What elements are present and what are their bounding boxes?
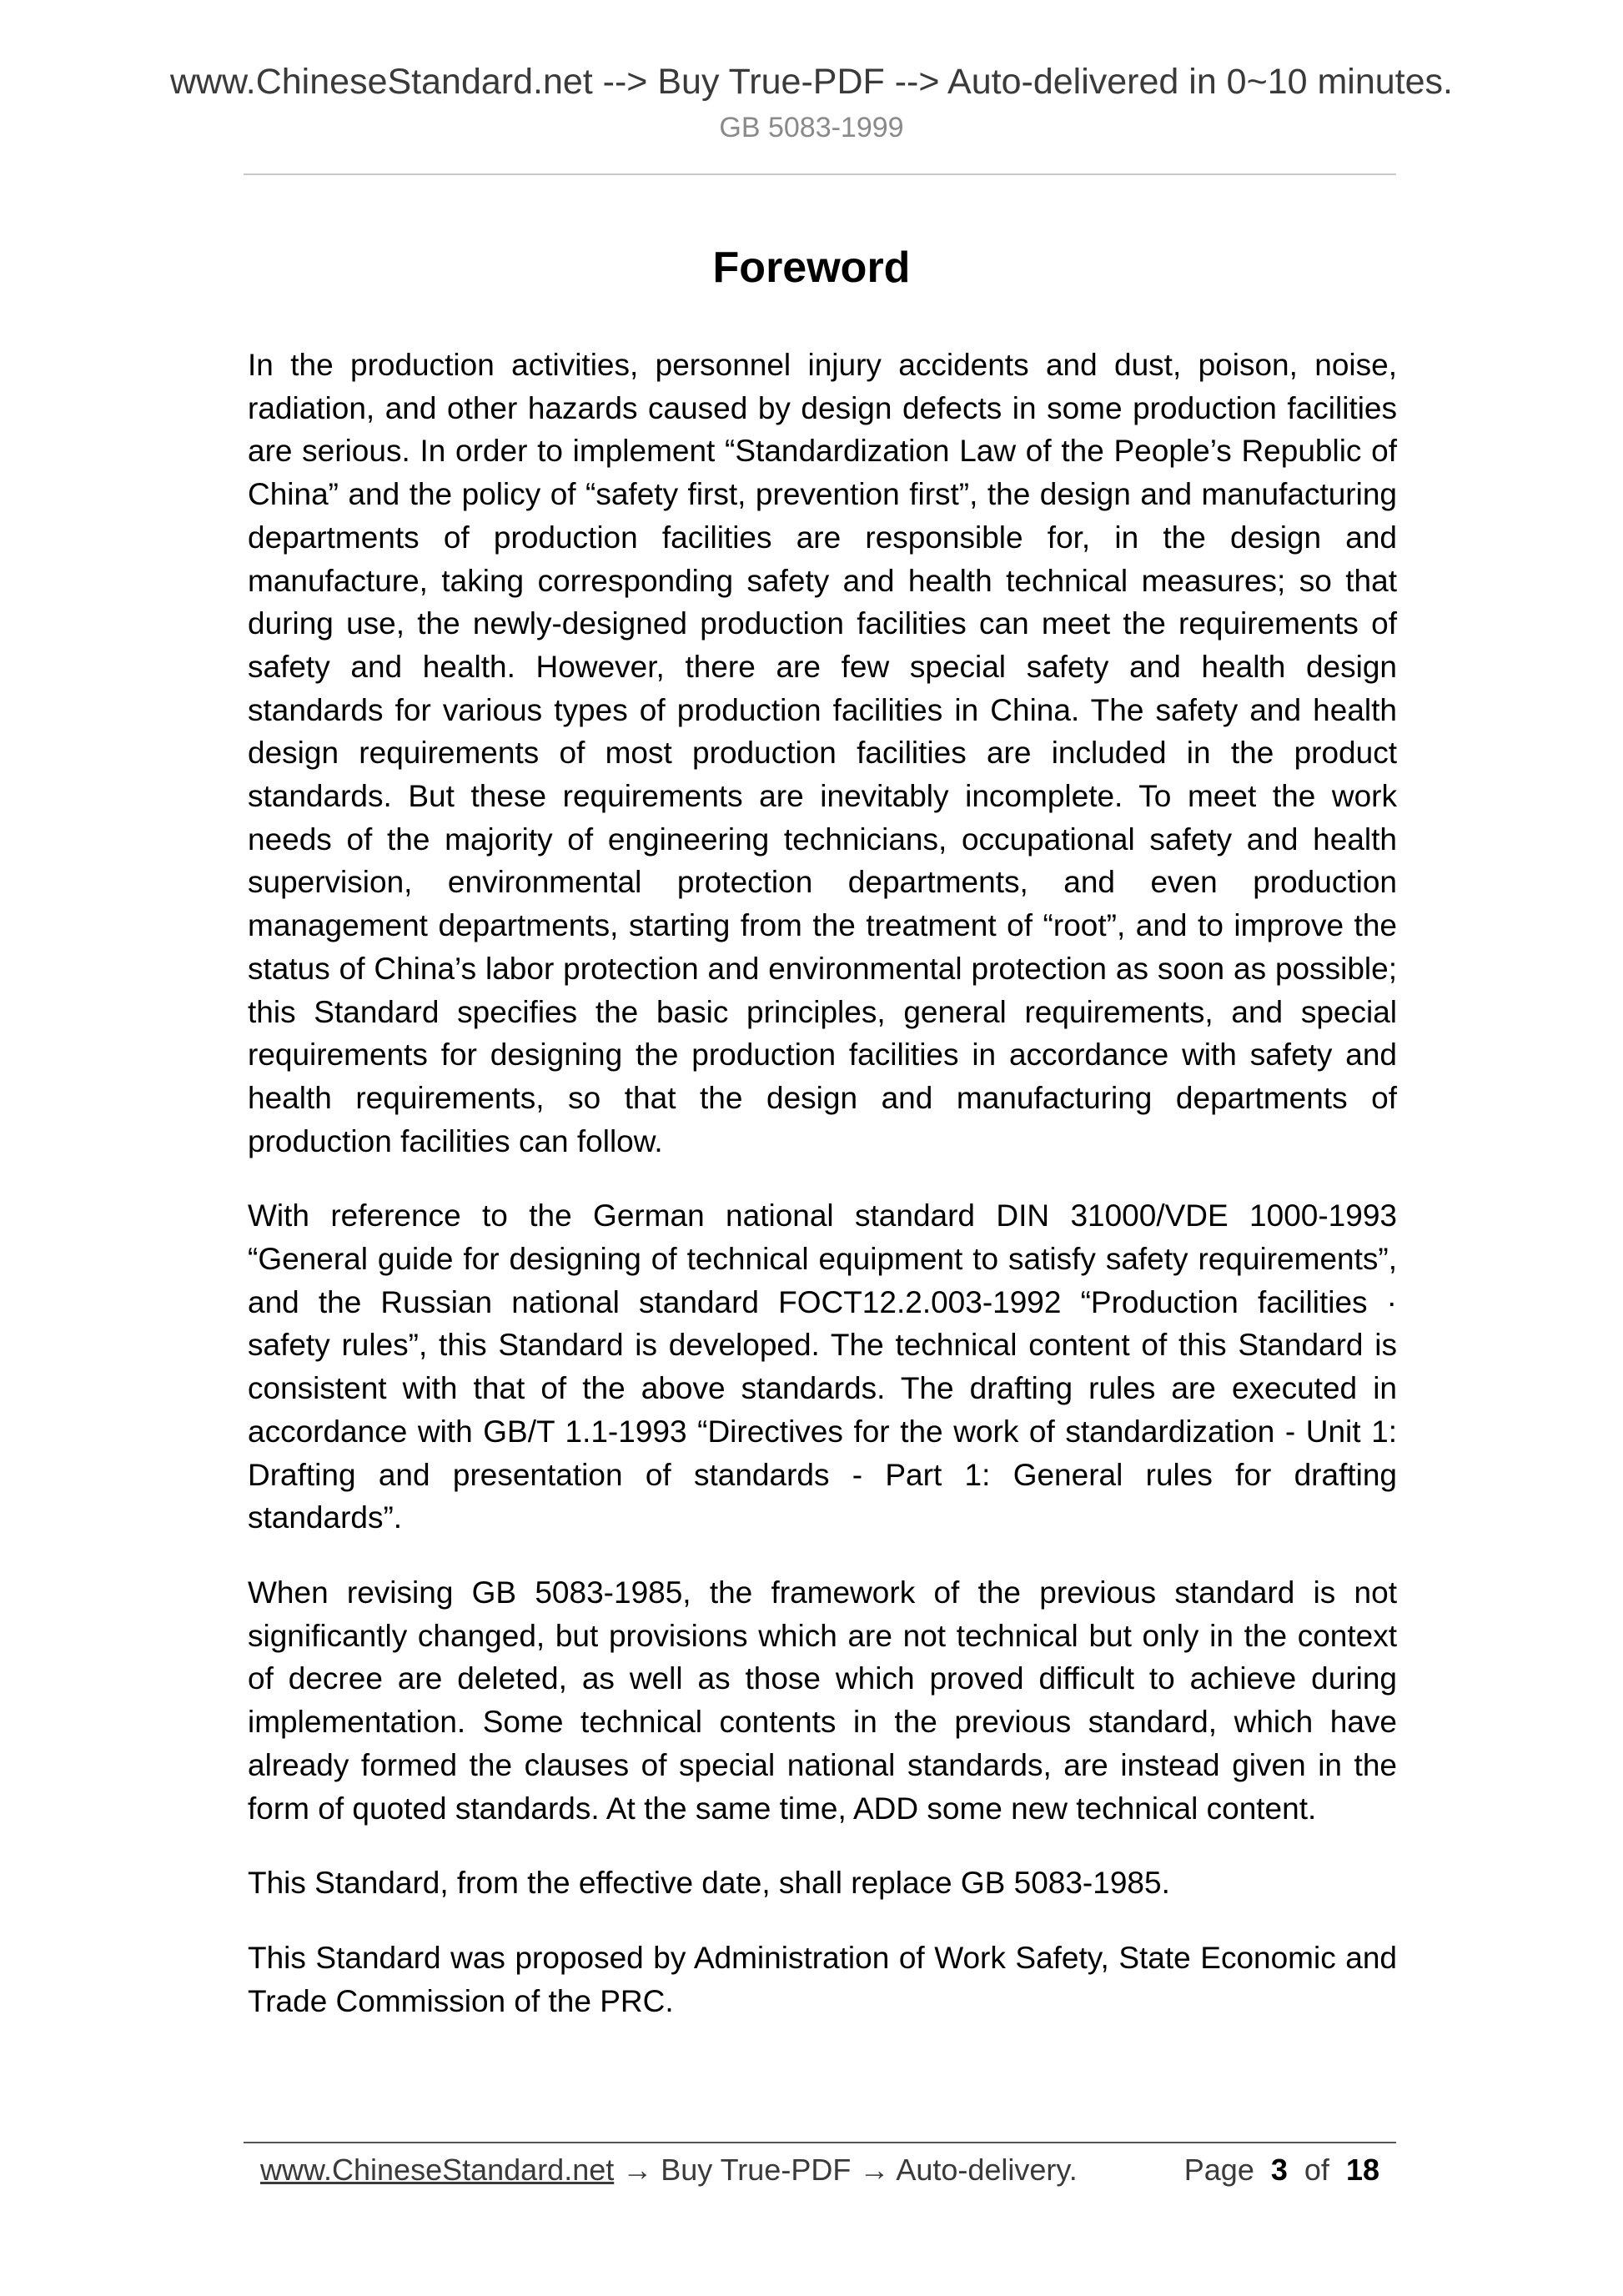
of-label: of	[1304, 2153, 1329, 2187]
footer-site-link[interactable]: www.ChineseStandard.net	[260, 2153, 615, 2187]
foreword-body	[248, 344, 1397, 2054]
paragraph-1: In the production activities, personnel injury accidents and dust, poison, noise, radiation, and other hazards caused by design defects in some production facilities are serious. In order to implement “Standardization Law of the People’s Republic of China” and the policy of “safety first, prevention first”, the design and manufacturing departments of production facilities are responsible for, in the design and manufacture, taking corresponding safety and health technical measures; so that during use, the newly-designed production facilities can meet the requirements of safety and health. However, there are few special safety and health design standards for various types of production facilities in China. The safety and health design requirements of most production facilities are included in the product standards. But these requirements are inevitably incomplete. To meet the work needs of the majority of engineering technicians, occupational safety and health supervision, environmental protection departments, and even production management departments, starting from the treatment of “root”, and to improve the status of China’s labor protection and environmental protection as soon as possible; this Standard specifies the basic principles, general requirements, and special requirements for designing the production facilities in accordance with safety and health requirements, so that the design and manufacturing departments of production facilities can follow.	[248, 348, 1397, 1158]
paragraph-4: This Standard, from the effective date, shall replace GB 5083-1985.	[248, 1866, 1170, 1901]
footer-promo-text: → Buy True-PDF → Auto-delivery.	[614, 2153, 1078, 2187]
paragraph-3: When revising GB 5083-1985, the framework of the previous standard is not significantly changed, but provisions which are not technical but only in the context of decree are deleted, as well as those which proved difficult to achieve during implementation. Some technical contents in the previous standard, which have already formed the clauses of special national standards, are instead given in the form of quoted standards. At the same time, ADD some new technical content.	[248, 1575, 1397, 1826]
paragraph-5: This Standard was proposed by Administration of Work Safety, State Economic and Trade Commission of the PRC.	[248, 1940, 1397, 2018]
footer-divider	[244, 2142, 1396, 2143]
page-title: Foreword	[712, 244, 911, 292]
header-banner: www.ChineseStandard.net --> Buy True-PDF --> Auto-delivered in 0~10 minutes.	[169, 62, 1453, 102]
document-code: GB 5083-1999	[719, 112, 904, 143]
current-page-number: 3	[1270, 2153, 1288, 2187]
paragraph-2: With reference to the German national standard DIN 31000/VDE 1000-1993 “General guide for designing of technical equipment to satisfy safety requirements”, and the Russian national standard FOCT12.2.003-1992 “Production facilities · safety rules”, this Standard is developed. The technical content of this Standard is consistent with that of the above standards. The drafting rules are executed in accordance with GB/T 1.1-1993 “Directives for the work of standardization - Unit 1: Drafting and presentation of standards - Part 1: General rules for drafting standards”.	[248, 1198, 1397, 1535]
page-header	[0, 60, 1623, 145]
total-page-count: 18	[1345, 2153, 1379, 2187]
page-indicator	[1184, 2148, 1379, 2192]
footer-promo	[260, 2148, 1078, 2192]
page-label: Page	[1183, 2153, 1254, 2187]
header-divider	[244, 173, 1396, 175]
page-footer	[260, 2148, 1396, 2192]
